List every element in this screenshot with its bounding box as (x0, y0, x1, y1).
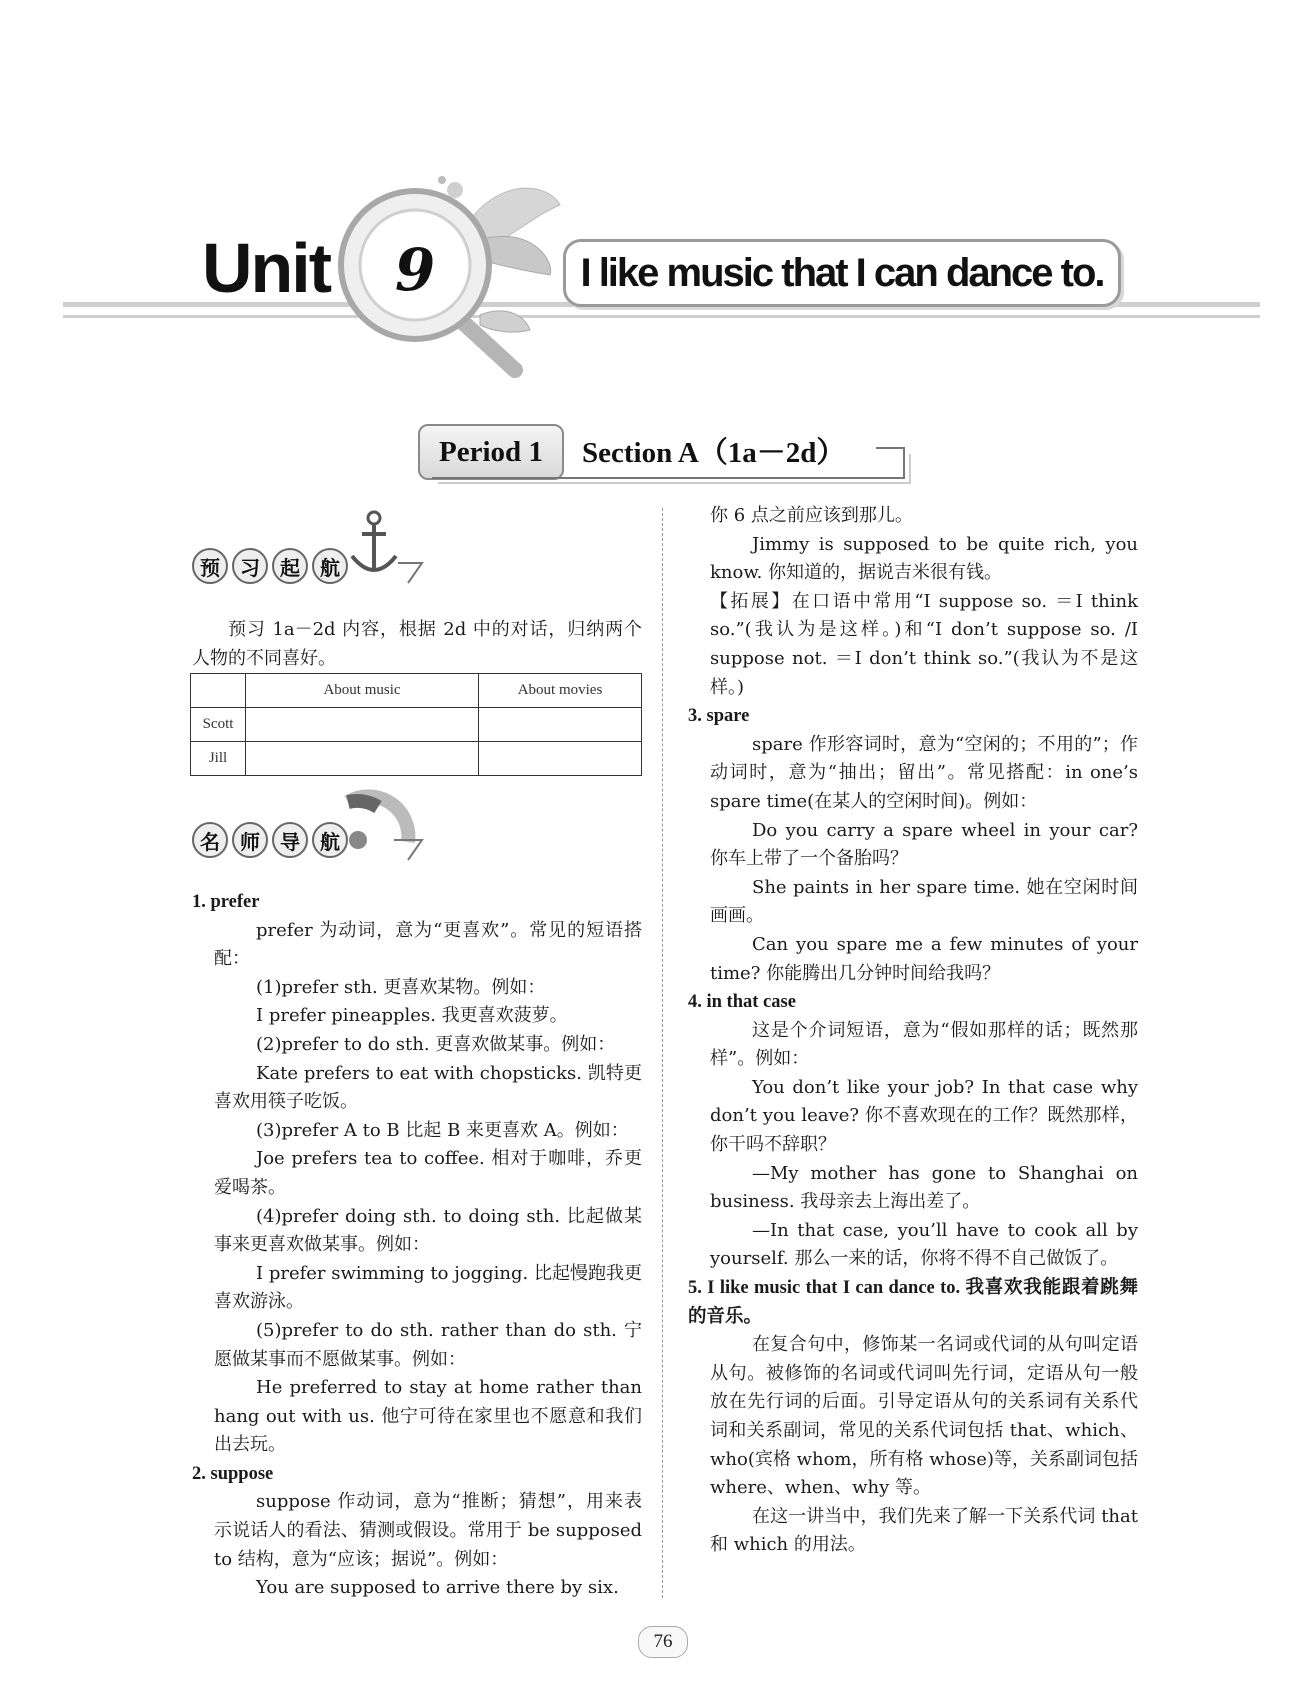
example: Jimmy is supposed to be quite rich, you know. 你知道的，据说吉米很有钱。 (710, 533, 1138, 584)
badge-char: 航 (312, 548, 348, 584)
period-label: Period 1 (418, 424, 564, 480)
paragraph: 在这一讲当中，我们先来了解一下关系代词 that 和 which 的用法。 (710, 1505, 1138, 1556)
table-cell (479, 742, 642, 776)
paragraph: (3)prefer A to B 比起 B 来更喜欢 A。例如： (256, 1119, 629, 1141)
paragraph: 这是个介词短语，意为“假如那样的话；既然那样”。例如： (710, 1019, 1138, 1070)
item-title-prefer: 1. prefer (192, 892, 260, 912)
badge-char: 习 (232, 548, 268, 584)
example: Do you carry a spare wheel in your car? 你车上带了一个备胎吗？ (710, 819, 1138, 870)
example: Joe prefers tea to coffee. 相对于咖啡，乔更爱喝茶。 (214, 1148, 642, 1198)
table-header: About movies (479, 674, 642, 708)
paragraph: (2)prefer to do sth. 更喜欢做某事。例如： (256, 1033, 616, 1055)
left-column (192, 888, 642, 1603)
example: You are supposed to arrive there by six. (256, 1577, 619, 1599)
table-header-row (191, 674, 642, 708)
banner-line-bottom (63, 315, 1260, 318)
period-underline (426, 440, 916, 485)
item-title-suppose: 2. suppose (192, 1463, 274, 1484)
table-cell: Jill (191, 742, 246, 776)
preview-instruction-block (192, 616, 642, 673)
preference-table (190, 673, 642, 776)
example: He preferred to stay at home rather than hang out with us. 他宁可待在家里也不愿意和我们出去玩。 (214, 1377, 642, 1456)
unit-title: I like music that I can dance to. (563, 239, 1121, 307)
unit-word: Unit (202, 229, 331, 307)
paragraph: (1)prefer sth. 更喜欢某物。例如： (256, 976, 546, 998)
page-number: 76 (638, 1626, 688, 1658)
section-label: Section A（1a－2d） (582, 437, 846, 469)
table-header: About music (246, 674, 479, 708)
badge-char: 名 (192, 822, 228, 858)
table-cell (479, 708, 642, 742)
example: Kate prefers to eat with chopsticks. 凯特更喜欢用筷子吃饭。 (214, 1062, 642, 1113)
column-divider (662, 508, 663, 1598)
right-column (688, 502, 1138, 1560)
paragraph: suppose 作动词，意为“推断；猜想”，用来表示说话人的看法、猜测或假设。常用于 be supposed to 结构，意为“应该；据说”。例如： (214, 1491, 642, 1570)
badge-char: 预 (192, 548, 228, 584)
unit-number: 9 (394, 236, 436, 304)
badge-char: 起 (272, 548, 308, 584)
table-cell (246, 742, 479, 776)
example: She paints in her spare time. 她在空闲时间画画。 (710, 876, 1138, 927)
table-cell: Scott (191, 708, 246, 742)
paragraph: spare 作形容词时，意为“空闲的；不用的”；作动词时，意为“抽出；留出”。常见搭配：in one’s spare time(在某人的空闲时间)。例如： (710, 733, 1138, 812)
paragraph: (4)prefer doing sth. to doing sth. 比起做某事来更喜欢做某事。例如： (214, 1205, 642, 1256)
item-title-in-that-case: 4. in that case (688, 992, 796, 1013)
example: 你 6 点之前应该到那儿。 (710, 505, 913, 526)
extension-note: 【拓展】在口语中常用“I suppose so. ＝I think so.”(我认为是这样。)和“I don’t suppose so. /I suppose not. ＝I don’t think so.”(我认为不是这样。) (710, 590, 1138, 698)
paragraph: 在复合句中，修饰某一名词或代词的从句叫定语从句。被修饰的名词或代词叫先行词，定语从句一般放在先行词的后面。引导定语从句的关系词有关系代词和关系副词，常见的关系代词包括 that、which、who(宾格 whom，所有格 whose)等，关系副词包括 where、when、why 等。 (710, 1334, 1138, 1499)
badge-char: 航 (312, 822, 348, 858)
badge-char: 导 (272, 822, 308, 858)
paragraph: (5)prefer to do sth. rather than do sth. 宁愿做某事而不愿做某事。例如： (214, 1319, 642, 1370)
badge-char: 师 (232, 822, 268, 858)
table-cell (246, 708, 479, 742)
item-title-key-sentence: 5. I like music that I can dance to. 我喜欢我能跟着跳舞的音乐。 (688, 1278, 1138, 1327)
preview-badge (192, 548, 348, 584)
gauge-icon (338, 782, 428, 862)
preview-instruction: 预习 1a－2d 内容，根据 2d 中的对话，归纳两个人物的不同喜好。 (192, 619, 642, 669)
example: I prefer pineapples. 我更喜欢菠萝。 (256, 1005, 568, 1027)
item-title-spare: 3. spare (688, 706, 750, 727)
anchor-icon (338, 508, 428, 588)
table-row (191, 708, 642, 742)
example: —In that case, you’ll have to cook all by yourself. 那么一来的话，你将不得不自己做饭了。 (710, 1219, 1138, 1270)
example: You don’t like your job? In that case why don’t you leave? 你不喜欢现在的工作？既然那样，你干吗不辞职？ (710, 1076, 1138, 1156)
paragraph: prefer 为动词，意为“更喜欢”。常见的短语搭配： (214, 919, 642, 970)
example: —My mother has gone to Shanghai on business. 我母亲去上海出差了。 (710, 1162, 1138, 1213)
guide-badge (192, 822, 348, 858)
example: I prefer swimming to jogging. 比起慢跑我更喜欢游泳。 (214, 1262, 642, 1313)
table-row (191, 742, 642, 776)
example: Can you spare me a few minutes of your time? 你能腾出几分钟时间给我吗？ (710, 933, 1138, 984)
table-header (191, 674, 246, 708)
